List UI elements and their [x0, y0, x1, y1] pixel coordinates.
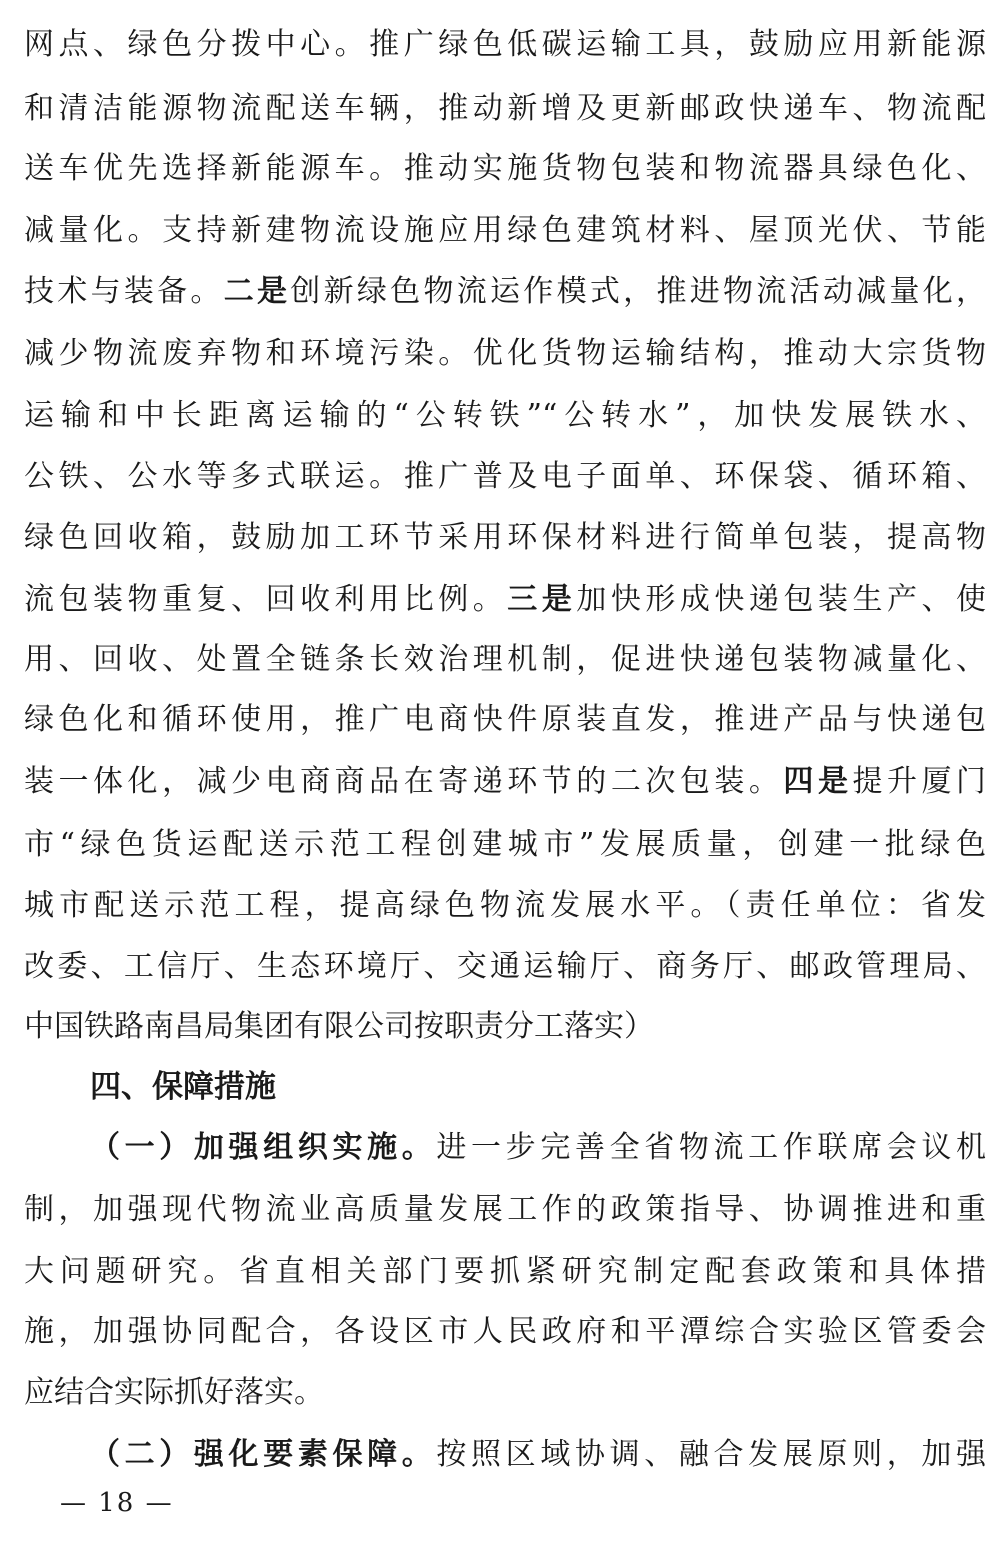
text-line: 绿色回收箱，鼓励加工环节采用环保材料进行简单包装，提高物: [24, 520, 986, 555]
text-line: 城市配送示范工程，提高绿色物流发展水平。（责任单位：省发: [24, 888, 986, 923]
text-line: [90, 1118, 986, 1178]
text-run: 按照区域协调、融合发展原则，加强: [436, 1437, 987, 1472]
text-line: 改委、工信厅、生态环境厅、交通运输厅、商务厅、邮政管理局、: [24, 949, 986, 984]
text-line: 和清洁能源物流配送车辆，推动新增及更新邮政快递车、物流配: [24, 91, 986, 126]
text-run: 技术与装备。: [24, 274, 224, 309]
text-line: 减少物流废弃物和环境污染。优化货物运输结构，推动大宗货物: [24, 336, 986, 371]
text-line: 大问题研究。省直相关部门要抓紧研究制定配套政策和具体措: [24, 1254, 986, 1289]
text-run: 进一步完善全省物流工作联席会议机: [436, 1130, 987, 1165]
subsection-heading: （一）加强组织实施。: [90, 1130, 437, 1165]
subsection-heading: （二）强化要素保障。: [90, 1437, 437, 1472]
text-line: [90, 1425, 986, 1485]
text-line: 中国铁路南昌局集团有限公司按职责分工落实）: [24, 1009, 654, 1044]
text-line: 应结合实际抓好落实。: [24, 1375, 324, 1410]
text-line: 绿色化和循环使用，推广电商快件原装直发，推进产品与快递包: [24, 702, 986, 737]
text-line: 网点、绿色分拨中心。推广绿色低碳运输工具，鼓励应用新能源: [24, 27, 986, 62]
text-line: 用、回收、处置全链条长效治理机制，促进快递包装物减量化、: [24, 642, 986, 677]
emphasis-text: 二是: [223, 274, 291, 309]
text-line: 市“绿色货运配送示范工程创建城市”发展质量，创建一批绿色: [24, 827, 986, 862]
text-run: 流包装物重复、回收利用比例。: [24, 582, 508, 617]
text-run: 创新绿色物流运作模式，推进物流活动减量化，: [290, 274, 987, 309]
text-line: 施，加强协同配合，各设区市人民政府和平潭综合实验区管委会: [24, 1314, 986, 1349]
text-line: 送车优先选择新能源车。推动实施货物包装和物流器具绿色化、: [24, 151, 986, 186]
text-run: 装一体化，减少电商商品在寄递环节的二次包装。: [24, 764, 784, 799]
text-line: 制，加强现代物流业高质量发展工作的政策指导、协调推进和重: [24, 1192, 986, 1227]
text-line: [24, 752, 986, 812]
section-heading: 四、保障措施: [90, 1069, 276, 1105]
text-line: 公铁、公水等多式联运。推广普及电子面单、环保袋、循环箱、: [24, 459, 986, 494]
text-line: [24, 262, 986, 322]
text-line: 运输和中长距离运输的“公转铁”“公转水”，加快发展铁水、: [24, 398, 986, 433]
emphasis-text: 三是: [507, 582, 577, 617]
emphasis-text: 四是: [783, 764, 853, 799]
text-run: 加快形成快递包装生产、使: [576, 582, 987, 617]
text-line: [24, 570, 986, 630]
text-run: 提升厦门: [852, 764, 987, 799]
text-line: 减量化。支持新建物流设施应用绿色建筑材料、屋顶光伏、节能: [24, 213, 986, 248]
page-number: — 18 —: [60, 1488, 174, 1518]
